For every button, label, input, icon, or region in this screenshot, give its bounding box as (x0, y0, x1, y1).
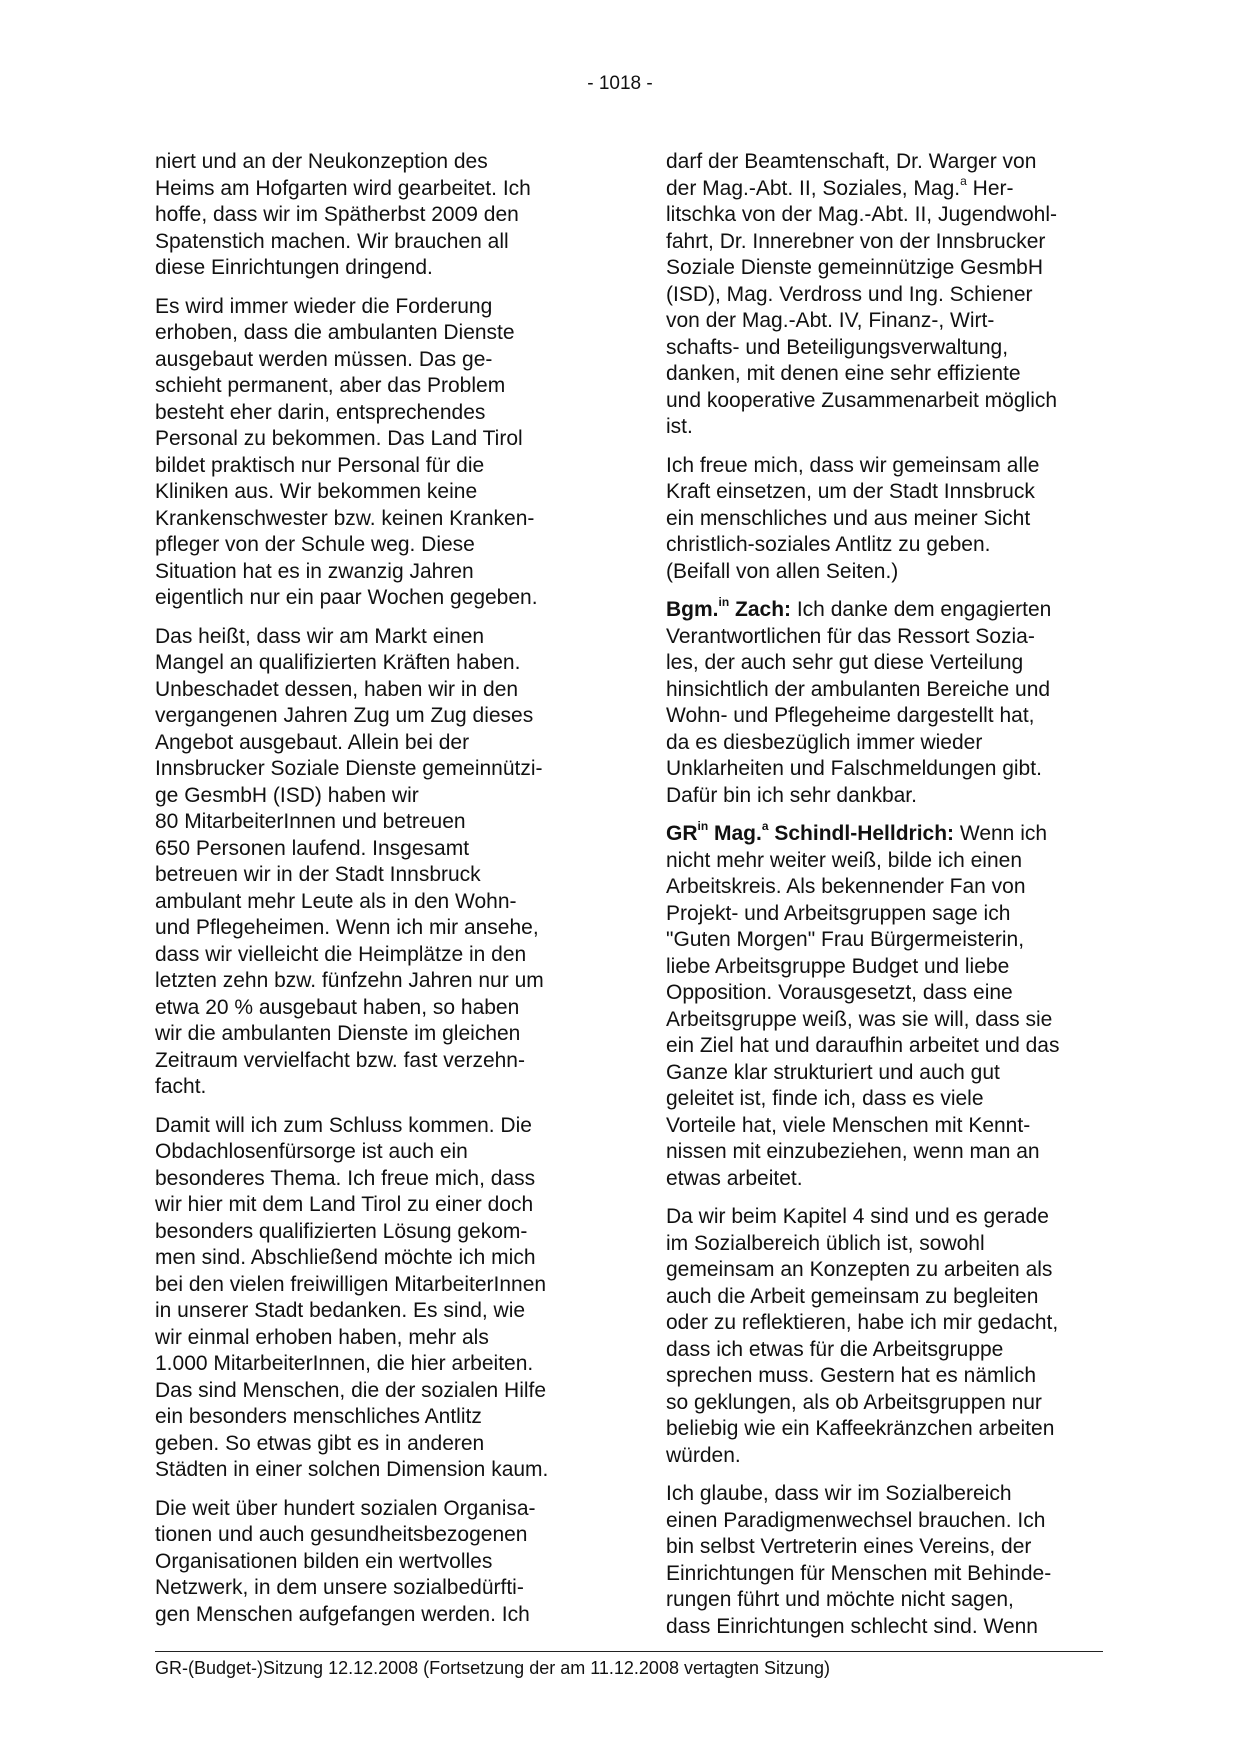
speaker-name (666, 819, 955, 845)
paragraph: Ich glaube, dass wir im Sozialbereich einen Paradigmenwechsel brauchen. Ich bin selbst Vertreterin eines Vereins, der Einrichtungen für Menschen mit Behinde- rungen führt und möchte nicht sagen, dass Einrichtungen schlecht sind. Wenn (666, 1482, 1052, 1638)
superscript: a (960, 173, 967, 188)
superscript: in (697, 819, 709, 833)
left-column (155, 149, 590, 1640)
speaker-name (666, 595, 792, 621)
speech-paragraph (666, 597, 1101, 809)
footer-text: GR-(Budget-)Sitzung 12.12.2008 (Fortsetzung der am 11.12.2008 vertagten Sitzung) (155, 1658, 831, 1678)
speech-text: Ich danke dem engagierten Verantwortlichen für das Ressort Sozia- les, der auch sehr gut diese Verteilung hinsichtlich der ambulanten Bereiche und Wohn- und Pflegeheime dargestellt hat, da es diesbezüglich immer wieder Unklarheiten und Falschmeldungen gibt. Dafür bin ich sehr dankbar. (666, 598, 1052, 807)
speech-text: Wenn ich nicht mehr weiter weiß, bilde ich einen Arbeitskreis. Als bekennender Fan von Projekt- und Arbeitsgruppen sage ich "Guten Morgen" Frau Bürgermeisterin, liebe Arbeitsgruppe Budget und liebe Opposition. Vorausgesetzt, dass eine Arbeitsgruppe weiß, was sie will, dass sie ein Ziel hat und daraufhin arbeitet und das Ganze klar strukturiert und auch gut geleitet ist, finde ich, dass es viele Vorteile hat, viele Menschen mit Kennt- nissen mit einzubeziehen, wenn man an etwas arbeitet. (666, 822, 1060, 1190)
paragraph: Damit will ich zum Schluss kommen. Die Obdachlosenfürsorge ist auch ein besonderes Thema. Ich freue mich, dass wir hier mit dem Land Tirol zu einer doch besonders qualifizierten Lösung gekom- men sind. Abschließend möchte ich mich bei den vielen freiwilligen MitarbeiterInnen in unserer Stadt bedanken. Es sind, wie wir einmal erhoben haben, mehr als 1.000 MitarbeiterInnen, die hier arbeiten. Das sind Menschen, die der sozialen Hilfe ein besonders menschliches Antlitz geben. So etwas gibt es in anderen Städten in einer solchen Dimension kaum. (155, 1113, 549, 1481)
paragraph-text: Her- litschka von der Mag.-Abt. II, Jugendwohl- fahrt, Dr. Innerebner von der Innsbrucker Soziale Dienste gemeinnützige GesmbH (ISD), Mag. Verdross und Ing. Schiener von der Mag.-Abt. IV, Finanz-, Wirt- schafts- und Beteiligungsverwaltung, danken, mit denen eine sehr effiziente und kooperative Zusammenarbeit möglich ist. (666, 176, 1058, 438)
superscript: in (718, 595, 730, 609)
paragraph (666, 149, 1101, 441)
speaker-surname: Schindl-Helldrich: (768, 822, 955, 845)
speaker-title: GR (666, 822, 698, 845)
speaker-title: Mag. (708, 822, 762, 845)
footer-divider (155, 1651, 1103, 1652)
right-column (666, 149, 1101, 1652)
paragraph: Da wir beim Kapitel 4 sind und es gerade im Sozialbereich üblich ist, sowohl gemeinsam an Konzepten zu arbeiten als auch die Arbeit gemeinsam zu begleiten oder zu reflektieren, habe ich mir gedacht, dass ich etwas für die Arbeitsgruppe sprechen muss. Gestern hat es nämlich so geklungen, als ob Arbeitsgruppen nur beliebig wie ein Kaffeekränzchen arbeiten würden. (666, 1205, 1059, 1467)
paragraph: Das heißt, dass wir am Markt einen Mangel an qualifizierten Kräften haben. Unbeschadet dessen, haben wir in den vergangenen Jahren Zug um Zug dieses Angebot ausgebaut. Allein bei der Innsbrucker Soziale Dienste gemeinnützi- ge GesmbH (ISD) haben wir 80 MitarbeiterInnen und betreuen 650 Personen laufend. Insgesamt betreuen wir in der Stadt Innsbruck ambulant mehr Leute als in den Wohn- und Pflegeheimen. Wenn ich mir ansehe, dass wir vielleicht die Heimplätze in den letzten zehn bzw. fünfzehn Jahren nur um etwa 20 % ausgebaut haben, so haben wir die ambulanten Dienste im gleichen Zeitraum vervielfacht bzw. fast verzehn- facht. (155, 624, 544, 1098)
page-number: - 1018 - (587, 73, 653, 94)
speaker-surname: Zach: (729, 598, 792, 621)
paragraph: Ich freue mich, dass wir gemeinsam alle Kraft einsetzen, um der Stadt Innsbruck ein menschliches und aus meiner Sicht christlich-soziales Antlitz zu geben. (Beifall von allen Seiten.) (666, 453, 1040, 583)
superscript: a (761, 819, 769, 833)
paragraph-text: darf der Beamtenschaft, Dr. Warger von der Mag.-Abt. II, Soziales, Mag. (666, 150, 1037, 200)
paragraph: niert und an der Neukonzeption des Heims am Hofgarten wird gearbeitet. Ich hoffe, dass wir im Spätherbst 2009 den Spatenstich machen. Wir brauchen all diese Einrichtungen dringend. (155, 150, 531, 279)
paragraph: Die weit über hundert sozialen Organisa- tionen und auch gesundheitsbezogenen Organisationen bilden ein wertvolles Netzwerk, in dem unsere sozialbedürfti- gen Menschen aufgefangen werden. Ich (155, 1496, 536, 1626)
speaker-title: Bgm. (666, 598, 719, 621)
paragraph: Es wird immer wieder die Forderung erhoben, dass die ambulanten Dienste ausgebaut werden müssen. Das ge- schieht permanent, aber das Problem besteht eher darin, entsprechendes Personal zu bekommen. Das Land Tirol bildet praktisch nur Personal für die Kliniken aus. Wir bekommen keine Krankenschwester bzw. keinen Kranken- pfleger von der Schule weg. Diese Situation hat es in zwanzig Jahren eigentlich nur ein paar Wochen gegeben. (155, 294, 538, 609)
speech-paragraph (666, 821, 1101, 1192)
